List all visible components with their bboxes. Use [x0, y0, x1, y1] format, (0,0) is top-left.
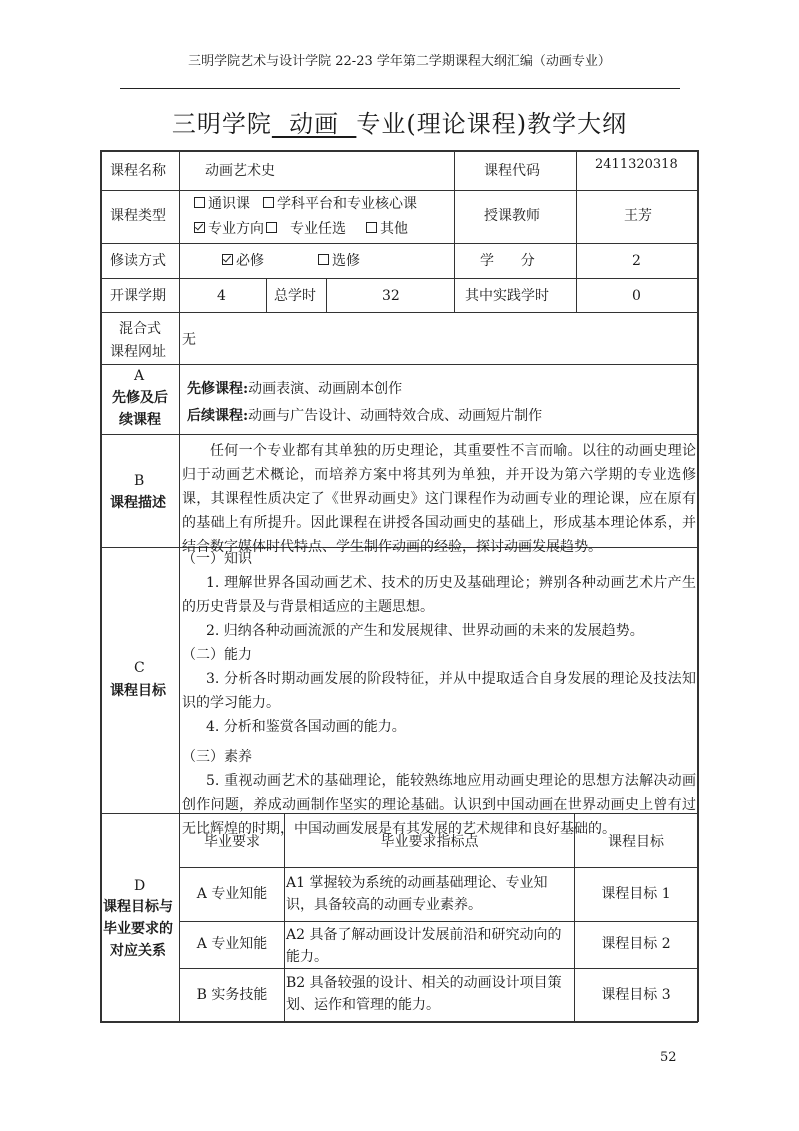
col-header-objective: 课程目标 [608, 834, 664, 850]
teacher-label: 授课教师 [484, 208, 540, 224]
objective-2: 2. 归纳各种动画流派的产生和发展规律、世界动画的未来的发展趋势。 [206, 623, 644, 639]
course-type-option-general: 通识课 [194, 195, 250, 213]
semester-label: 开课学期 [110, 288, 166, 304]
course-code-value: 2411320318 [595, 157, 678, 172]
row-divider [179, 921, 698, 922]
objective-3: 3. 分析各时期动画发展的阶段特征，并从中提取适合自身发展的理论及技法知识的学习能力。 [182, 671, 696, 711]
table-border-left [100, 150, 102, 1022]
section-d-letter: D [134, 878, 146, 894]
section-c-label: 课程目标 [110, 683, 166, 699]
title-prefix: 三明学院 [171, 110, 272, 138]
mixed-url-value: 无 [182, 332, 196, 348]
table-row-1-objective: 课程目标 1 [601, 886, 671, 902]
document-title [0, 104, 799, 139]
objective-heading-knowledge: （一）知识 [182, 551, 252, 567]
subsequent-courses: 后续课程:动画与广告设计、动画特效合成、动画短片制作 [187, 408, 543, 424]
table-row-3-requirement: B 实务技能 [196, 987, 268, 1003]
study-option-required: 必修 [222, 252, 264, 270]
checkbox-icon [194, 197, 205, 208]
row-divider [100, 434, 698, 435]
row-divider [100, 243, 698, 244]
objective-5: 5. 重视动画艺术的基础理论，能较熟练地应用动画史理论的思想方法解决动画创作问题，养成动画制作坚实的理论基础。认识到中国动画在世界动画史上曾有过无比辉煌的时期，中国动画发展是有其发展的艺术规律和良好基础的。 [182, 773, 696, 837]
row-divider [100, 278, 698, 279]
row-divider [100, 364, 698, 365]
col-divider [326, 278, 327, 312]
section-d-label-line3: 对应关系 [110, 943, 166, 959]
checkbox-checked-icon [222, 254, 233, 265]
course-name-value: 动画艺术史 [205, 163, 275, 179]
credit-label: 学 分 [480, 253, 535, 269]
section-d-label-line1: 课程目标与 [103, 899, 173, 915]
section-a-letter: A [134, 368, 145, 384]
section-a-label-line1: 先修及后 [112, 390, 168, 406]
table-row-2-requirement: A 专业知能 [196, 936, 268, 952]
course-name-label: 课程名称 [110, 163, 166, 179]
page-number: 52 [660, 1050, 677, 1065]
course-description: 任何一个专业都有其单独的历史理论，其重要性不言而喻。以往的动画史理论归于动画艺术概论，而培养方案中将其列为单独，并开设为第六学期的专业选修课，其课程性质决定了《世界动画史》这门课程作为动画专业的理论课，应在原有的基础上有所提升。因此课程在讲授各国动画史的基础上，形成基本理论体系，并结合数字媒体时代特点、学生制作动画的经验，探讨动画发展趋势。 [182, 443, 696, 555]
checkbox-icon [366, 222, 377, 233]
title-suffix: 专业(理论课程)教学大纲 [356, 110, 628, 138]
total-hours-label: 总学时 [274, 288, 316, 304]
row-divider [179, 867, 698, 868]
semester-value: 4 [217, 288, 226, 304]
checkbox-icon [318, 254, 329, 265]
table-row-2-objective: 课程目标 2 [601, 936, 671, 952]
checkbox-icon [263, 197, 274, 208]
checkbox-checked-icon [194, 222, 205, 233]
row-divider [179, 968, 698, 969]
practice-hours-value: 0 [632, 288, 641, 304]
col-divider [266, 278, 267, 312]
table-row-3-objective: 课程目标 3 [601, 987, 671, 1003]
study-mode-label: 修读方式 [110, 253, 166, 269]
total-hours-value: 32 [382, 288, 400, 304]
mixed-url-label-line2: 课程网址 [110, 344, 166, 360]
title-major: 动画 [271, 110, 357, 138]
header-rule [120, 88, 680, 89]
table-border-top [100, 150, 698, 152]
col-header-requirement: 毕业要求 [204, 834, 260, 850]
objective-4: 4. 分析和鉴赏各国动画的能力。 [206, 719, 406, 735]
checkbox-icon [266, 222, 277, 233]
teacher-value: 王芳 [624, 208, 652, 224]
running-header: 三明学院艺术与设计学院 22-23 学年第二学期课程大纲汇编（动画专业） [188, 54, 611, 69]
course-type-option-elective: 专业任选 [290, 221, 346, 237]
section-c-letter: C [134, 660, 145, 676]
row-divider [100, 190, 698, 191]
table-border-right [697, 150, 699, 1022]
course-type-option-core: 学科平台和专业核心课 [263, 195, 417, 213]
prerequisite-courses: 先修课程:动画表演、动画剧本创作 [187, 381, 403, 397]
course-type-option-direction: 专业方向 [194, 220, 280, 238]
table-row-1-indicator: A1 掌握较为系统的动画基础理论、专业知识，具备较高的动画专业素养。 [286, 875, 548, 913]
course-objectives [182, 547, 696, 841]
course-type-option-other: 其他 [366, 220, 408, 238]
section-d-label-line2: 毕业要求的 [103, 921, 173, 937]
section-b-label: 课程描述 [110, 495, 166, 511]
col-header-indicator: 毕业要求指标点 [380, 834, 479, 850]
table-row-3-indicator: B2 具备较强的设计、相关的动画设计项目策划、运作和管理的能力。 [286, 975, 562, 1013]
row-divider [100, 312, 698, 313]
section-b-letter: B [134, 473, 145, 489]
col-divider [454, 150, 455, 312]
objective-1: 1. 理解世界各国动画艺术、技术的历史及基础理论；辨别各种动画艺术片产生的历史背景及与背景相适应的主题思想。 [182, 575, 696, 615]
credit-value: 2 [632, 253, 641, 269]
table-border-bottom [100, 1021, 698, 1023]
col-divider [576, 150, 577, 312]
table-row-1-requirement: A 专业知能 [196, 886, 268, 902]
study-option-elective: 选修 [318, 252, 360, 270]
table-row-2-indicator: A2 具备了解动画设计发展前沿和研究动向的能力。 [286, 927, 562, 965]
section-a-label-line2: 续课程 [119, 412, 161, 428]
course-code-label: 课程代码 [484, 163, 540, 179]
objective-heading-literacy: （三）素养 [182, 749, 252, 765]
practice-hours-label: 其中实践学时 [465, 288, 549, 304]
mixed-url-label-line1: 混合式 [119, 321, 161, 337]
course-type-label: 课程类型 [110, 208, 166, 224]
objective-heading-ability: （二）能力 [182, 647, 252, 663]
